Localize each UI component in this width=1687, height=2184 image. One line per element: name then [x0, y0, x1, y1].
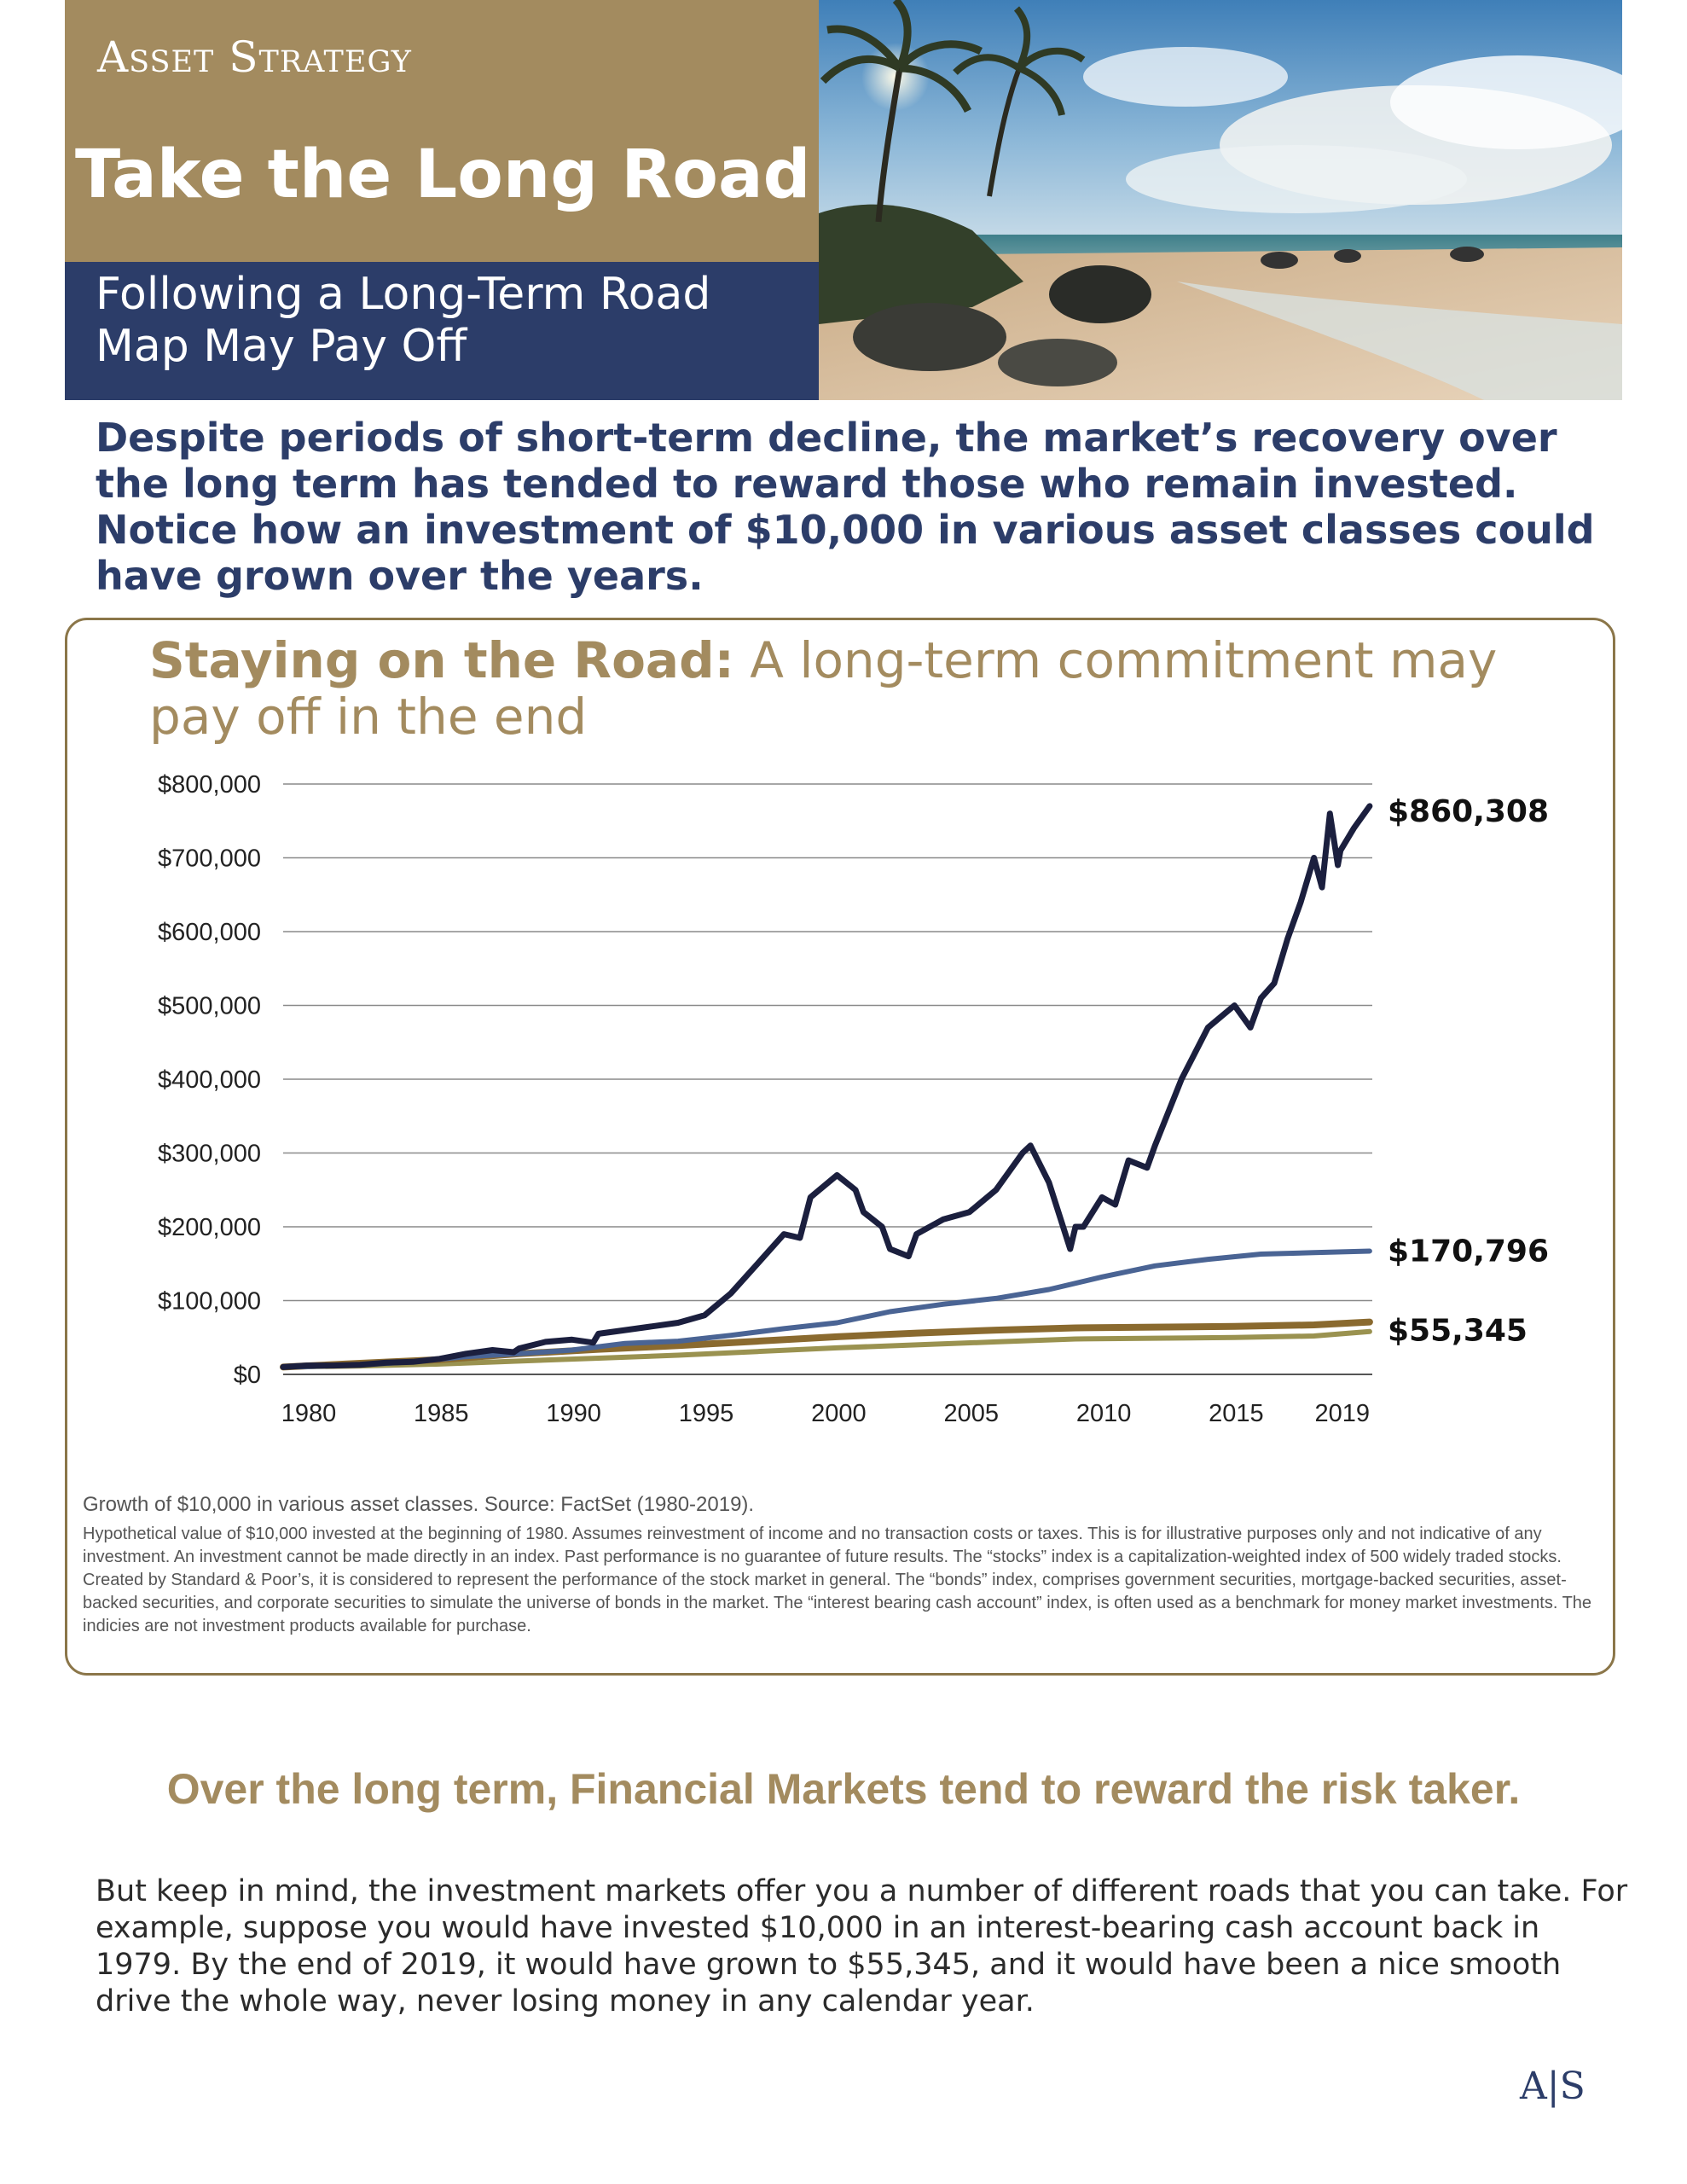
y-tick-label: $500,000: [158, 992, 261, 1020]
chart-panel: [65, 618, 1615, 1676]
chart-source: Growth of $10,000 in various asset classes. Source: FactSet (1980-2019).: [83, 1493, 755, 1516]
beach-illustration: [819, 0, 1622, 400]
chart-heading-rest: A long-term commitment may pay off in the end: [149, 631, 1498, 746]
beach-photo: [819, 0, 1622, 400]
intro-paragraph: Despite periods of short-term decline, the market’s recovery over the long term has tended to reward those who remain invested. Notice how an investment of $10,000 in various asset classes could have grown over the years.: [96, 415, 1595, 599]
x-tick-label: 1985: [414, 1400, 469, 1427]
y-tick-label: $200,000: [158, 1214, 261, 1241]
tagline: Over the long term, Financial Markets tend to reward the risk taker.: [166, 1765, 1521, 1813]
body-paragraph: But keep in mind, the investment markets offer you a number of different roads that you can take. For example, suppose you would have invested $10,000 in an interest-bearing cash account back in 1979. By the end of 2019, it would have grown to $55,345, and it would have been a nice smooth drive the whole way, never losing money in any calendar year.: [96, 1874, 1628, 2018]
y-tick-label: $600,000: [158, 919, 261, 946]
x-tick-label: 2000: [811, 1400, 867, 1427]
y-tick-label: $700,000: [158, 845, 261, 873]
footer-logo: A|S: [1520, 2065, 1586, 2108]
chart-heading-lead: Staying on the Road:: [149, 631, 734, 689]
y-tick-label: $300,000: [158, 1140, 261, 1168]
page-subtitle: Following a Long-Term Road Map May Pay Off: [96, 269, 711, 372]
x-tick-label: 1990: [546, 1400, 601, 1427]
series-end-value-label: $860,308: [1388, 793, 1550, 829]
y-tick-label: $400,000: [158, 1066, 261, 1094]
series-end-value-label: $55,345: [1388, 1313, 1528, 1349]
growth-line-chart: [67, 620, 1613, 1473]
header-subtitle-panel: [65, 262, 819, 400]
series-line: [283, 806, 1370, 1368]
x-tick-label: 2019: [1314, 1400, 1370, 1427]
y-tick-label: $800,000: [158, 771, 261, 799]
x-tick-label: 2005: [943, 1400, 999, 1427]
header-brand-panel: [65, 0, 819, 262]
brand-name: Asset Strategy: [97, 32, 412, 82]
x-tick-label: 1995: [678, 1400, 734, 1427]
x-tick-label: 1980: [281, 1400, 337, 1427]
x-tick-label: 2010: [1075, 1400, 1132, 1427]
x-tick-label: 2015: [1209, 1400, 1264, 1427]
page-title: Take the Long Road: [75, 136, 811, 213]
y-tick-label: $0: [233, 1362, 261, 1389]
chart-disclaimer: Hypothetical value of $10,000 invested at the beginning of 1980. Assumes reinvestment of income and no transaction costs or taxes. This is for illustrative purposes only and not indicative of any investment. An investment cannot be made directly in an index. Past performance is no guarantee of future results. The “stocks” index is a capitalization-weighted index of 500 widely traded stocks. Created by Standard & Poor’s, it is considered to represent the performance of the stock market in general. The “bonds” index, comprises government securities, mortgage-backed securities, asset-backed securities, and corporate securities to simulate the universe of bonds in the market. The “interest bearing cash account” index, is often used as a benchmark for money market investments. The indicies are not investment products available for purchase.: [83, 1525, 1592, 1635]
y-tick-label: $100,000: [158, 1287, 261, 1316]
series-end-value-label: $170,796: [1388, 1234, 1550, 1269]
